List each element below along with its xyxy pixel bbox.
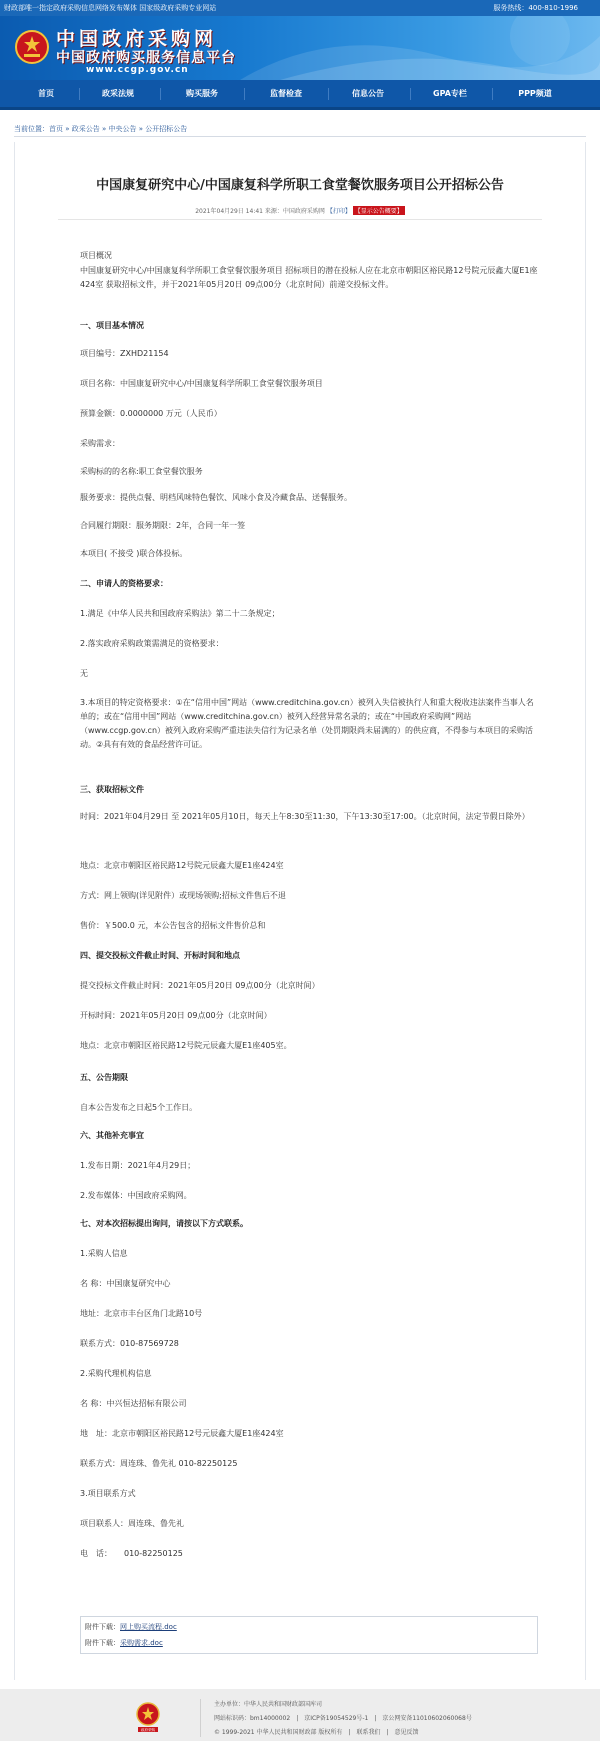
text-line: 提交投标文件截止时间：2021年05月20日 09点00分（北京时间） — [80, 981, 320, 990]
text-line: 1.发布日期：2021年4月29日； — [80, 1161, 196, 1170]
section-heading: 一、项目基本情况 — [80, 321, 144, 330]
nav-ppp[interactable]: PPP频道 — [518, 89, 552, 98]
nav-supervision[interactable]: 监督检查 — [270, 89, 302, 98]
nav-announcements[interactable]: 信息公告 — [352, 89, 384, 98]
text-line: 服务要求：提供点餐、明档风味特色餐饮、风味小食及冷藏食品、送餐服务。 — [80, 493, 352, 502]
section-heading: 四、提交投标文件截止时间、开标时间和地点 — [80, 951, 240, 960]
attachment-label: 附件下载： — [85, 1639, 120, 1647]
nav-regulations[interactable]: 政采法规 — [102, 89, 134, 98]
print-link[interactable]: 【打印】 — [326, 208, 351, 215]
text-line: 项目名称：中国康复研究中心/中国康复科学所职工食堂餐饮服务项目 — [80, 379, 323, 388]
page-title: 中国康复研究中心/中国康复科学所职工食堂餐饮服务项目公开招标公告 — [96, 178, 504, 193]
nav-home[interactable]: 首页 — [38, 89, 54, 98]
national-emblem-icon[interactable] — [14, 28, 50, 66]
footer-icp[interactable]: 网站标识码：bm14000002 | 京ICP备19054529号-1 | 京公网安备11010602060068号 — [214, 1715, 472, 1722]
section-heading: 五、公告期限 — [80, 1073, 128, 1082]
publish-info: 2021年04月29日 14:41 来源：中国政府采购网 — [195, 208, 325, 215]
attachments-box — [80, 1616, 538, 1654]
text-line: 预算金额：0.0000000 万元（人民币） — [80, 409, 222, 418]
text-line: 时间：2021年04月29日 至 2021年05月10日，每天上午8:30至11:30，下午13:30至17:00。（北京时间，法定节假日除外） — [80, 812, 530, 821]
service-hotline: 服务热线：400-810-1996 — [493, 4, 578, 12]
attachment-label: 附件下载： — [85, 1623, 120, 1631]
svg-text:政府采购: 政府采购 — [141, 1728, 155, 1732]
section-heading: 七、对本次招标提出询问，请按以下方式联系。 — [80, 1219, 248, 1228]
text-line: 1.满足《中华人民共和国政府采购法》第二十二条规定； — [80, 609, 280, 618]
summary-toggle-button[interactable]: 【显示公告概要】 — [354, 208, 403, 215]
text-line: 名 称：中兴恒达招标有限公司 — [80, 1399, 187, 1408]
site-url: www.ccgp.gov.cn — [86, 65, 189, 75]
footer-host: 主办单位：中华人民共和国财政部国库司 — [214, 1701, 323, 1708]
text-line: 项目编号：ZXHD21154 — [80, 349, 169, 358]
text-line: 2.发布媒体：中国政府采购网。 — [80, 1191, 192, 1200]
text-line: 名 称：中国康复研究中心 — [80, 1279, 171, 1288]
site-notice: 财政部唯一指定政府采购信息网络发布媒体 国家级政府采购专业网站 — [4, 4, 217, 12]
text-line: 1.采购人信息 — [80, 1249, 128, 1258]
text-line: 开标时间：2021年05月20日 09点00分（北京时间） — [80, 1011, 272, 1020]
text-line: 2.采购代理机构信息 — [80, 1369, 152, 1378]
top-bar — [0, 0, 600, 16]
nav-service-purchase[interactable]: 购买服务 — [186, 89, 218, 98]
text-line: 3.本项目的特定资格要求：①在“信用中国”网站（www.creditchina.gov.cn）被列入失信被执行人和重大税收违法案件当事人名单的；或在“信用中国”网站（www.creditchina.gov.cn）被列入经营异常名录的；或在“中国政府采购网”网站（www.ccgp.gov.cn）被列入政府采购严重违法失信行为记录名单（处罚期限尚未届满的）的供应商，不得参与本项目的采购活动。②具有有效的食品经营许可证。 — [80, 698, 534, 749]
text-line: 方式：网上领购(详见附件）或现场领购;招标文件售后不退 — [80, 891, 286, 900]
site-subtitle: 中国政府购买服务信息平台 — [56, 50, 236, 66]
text-line: 联系方式：010-87569728 — [80, 1339, 179, 1348]
text-line: 地址：北京市丰台区角门北路10号 — [80, 1309, 203, 1318]
attachment-link[interactable]: 采购需求.doc — [120, 1639, 163, 1647]
text-line: 地 址：北京市朝阳区裕民路12号元辰鑫大厦E1座424室 — [80, 1429, 284, 1438]
section-heading: 六、其他补充事宜 — [80, 1131, 144, 1140]
main-nav — [0, 80, 600, 110]
text-line: 售价：￥500.0 元，本公告包含的招标文件售价总和 — [80, 921, 266, 930]
footer-copyright[interactable]: © 1999-2021 中华人民共和国财政部 版权所有 | 联系我们 | 意见反馈 — [214, 1729, 419, 1736]
text-line: 无 — [80, 669, 88, 678]
site-footer — [0, 1689, 600, 1741]
text-line: 自本公告发布之日起5个工作日。 — [80, 1103, 198, 1112]
gov-procurement-logo-icon — [134, 1701, 162, 1733]
text-line: 电 话： 010-82250125 — [80, 1549, 183, 1558]
text-line: 地点：北京市朝阳区裕民路12号院元辰鑫大厦E1座405室。 — [80, 1041, 292, 1050]
attachment-row — [85, 1638, 163, 1648]
article-meta — [0, 206, 600, 215]
breadcrumb[interactable]: 当前位置：首页 » 政采公告 » 中央公告 » 公开招标公告 — [14, 125, 188, 133]
header-decoration — [240, 16, 600, 80]
site-header — [0, 16, 600, 80]
text-line: 项目概况 — [80, 251, 112, 260]
text-line: 3.项目联系方式 — [80, 1489, 136, 1498]
site-title[interactable]: 中国政府采购网 — [56, 28, 218, 50]
section-heading: 三、获取招标文件 — [80, 785, 144, 794]
text-line: 联系方式：周连珠、鲁先礼 010-82250125 — [80, 1459, 238, 1468]
nav-gpa[interactable]: GPA专栏 — [433, 89, 467, 98]
text-line: 采购标的的名称:职工食堂餐饮服务 — [80, 467, 203, 476]
content-panel — [14, 142, 586, 1680]
text-line: 项目联系人：周连珠、鲁先礼 — [80, 1519, 184, 1528]
attachment-row — [85, 1622, 177, 1632]
text-line: 合同履行期限：服务期限：2年，合同一年一签 — [80, 521, 246, 530]
text-line: 本项目( 不接受 )联合体投标。 — [80, 549, 188, 558]
text-line: 2.落实政府采购政策需满足的资格要求： — [80, 639, 224, 648]
text-line: 中国康复研究中心/中国康复科学所职工食堂餐饮服务项目 招标项目的潜在投标人应在北京市朝阳区裕民路12号院元辰鑫大厦E1座424室 获取招标文件，并于2021年05月20日 09点00分（北京时间）前递交投标文件。 — [80, 266, 538, 289]
text-line: 采购需求： — [80, 439, 120, 448]
text-line: 地点：北京市朝阳区裕民路12号院元辰鑫大厦E1座424室 — [80, 861, 284, 870]
attachment-link[interactable]: 网上购买流程.doc — [120, 1623, 177, 1631]
section-heading: 二、申请人的资格要求： — [80, 579, 168, 588]
